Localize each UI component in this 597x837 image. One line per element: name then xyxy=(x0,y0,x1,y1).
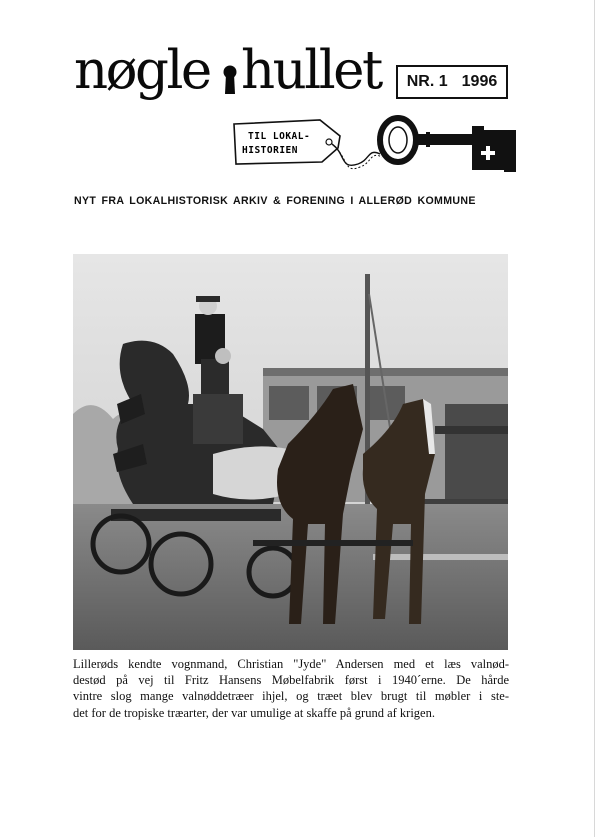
page-edge xyxy=(594,0,595,837)
caption-line-1: Lillerøds kendte vognmand, Christian "Jyde" Andersen med et læs valnød- xyxy=(73,657,509,671)
keyhole-icon xyxy=(220,56,240,96)
issue-year: 1996 xyxy=(461,73,498,90)
caption-line-4: det for de tropiske træarter, der var umulige at skaffe på grund af krigen. xyxy=(73,705,435,720)
cover-photo xyxy=(73,254,508,650)
tag-line-1: TIL LOKAL- xyxy=(248,131,311,142)
issue-number: NR. 1 xyxy=(406,73,448,90)
issue-box xyxy=(396,65,508,99)
cover-photo-illustration xyxy=(73,254,508,650)
tag-line-2: HISTORIEN xyxy=(242,145,298,156)
masthead-word-nogle: nøgle xyxy=(74,40,210,101)
tag-and-key-illustration xyxy=(228,114,524,180)
publication-subtitle: NYT FRA LOKALHISTORISK ARKIV & FORENING I ALLERØD KOMMUNE xyxy=(74,195,476,207)
photo-caption xyxy=(73,656,509,721)
caption-line-3: vintre slog mange valnøddetræer ihjel, og træet blev brugt til møbler i ste- xyxy=(73,689,509,704)
masthead xyxy=(74,40,404,114)
masthead-word-hullet: hullet xyxy=(241,40,381,101)
skeleton-key-icon xyxy=(380,118,516,172)
caption-line-2: destød på vej til Fritz Hansens Møbelfabrik først i 1940´erne. De hårde xyxy=(73,673,509,688)
